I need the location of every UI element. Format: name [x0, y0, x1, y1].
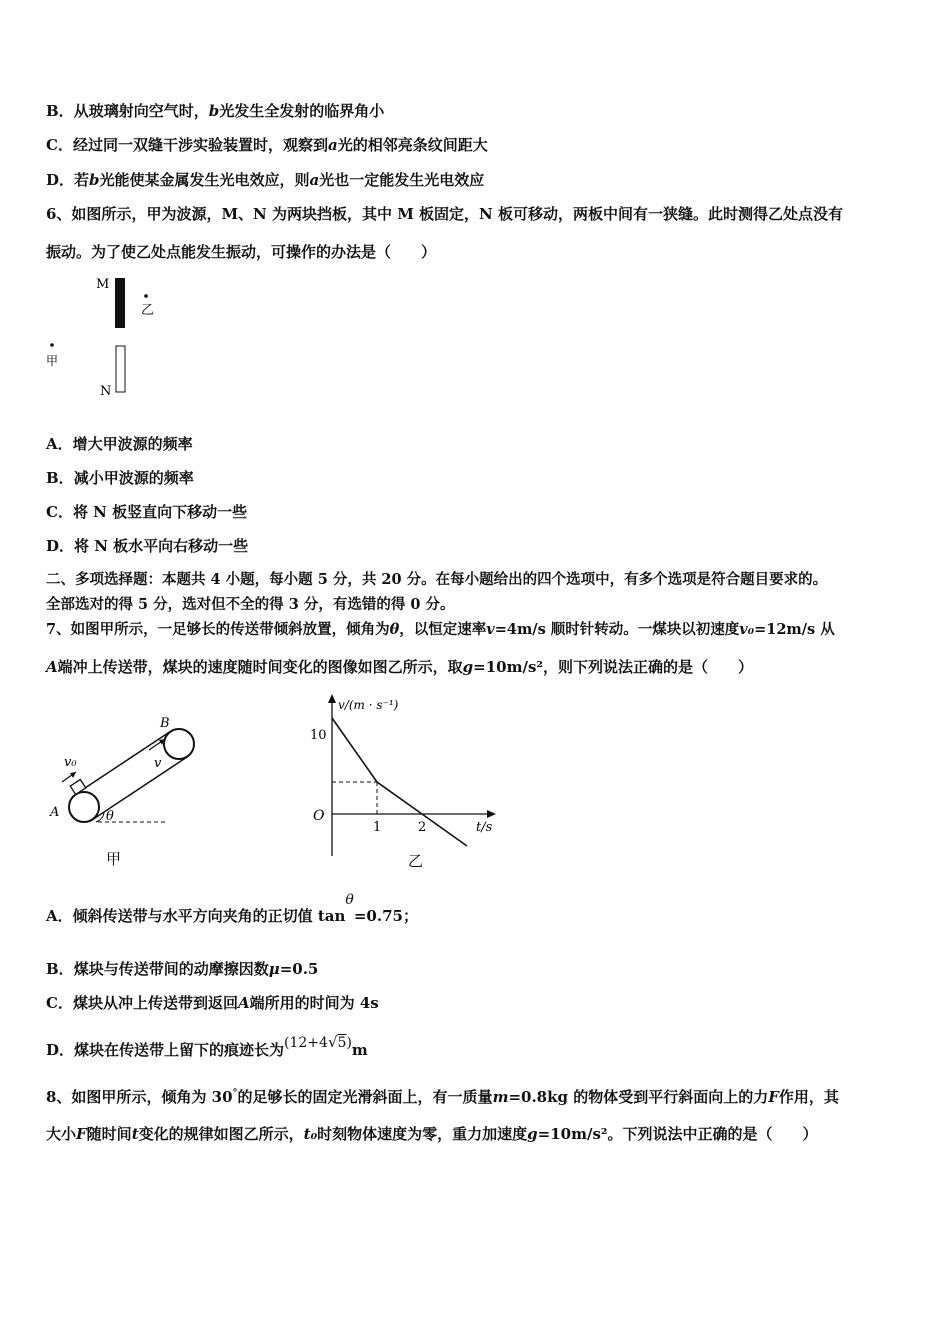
origin-label: O: [313, 808, 325, 824]
q6-stem-line2: 振动。为了使乙处点能发生振动，可操作的办法是（ ）: [46, 243, 437, 261]
x-axis-arrow: [487, 810, 496, 818]
caption-yi: 乙: [408, 852, 424, 870]
label-b: B: [160, 716, 170, 731]
label-yi: 乙: [141, 303, 155, 318]
label-v: v: [154, 756, 162, 771]
option-d-prev: D．若b光能使某金属发生光电效应，则a光也一定能发生光电效应: [46, 171, 485, 189]
label-m: M: [96, 277, 110, 292]
q7-figure-jia: [46, 712, 216, 877]
q7-figure-yi: [306, 690, 506, 875]
option-b-prev: B．从玻璃射向空气时，b光发生全发射的临界角小: [46, 102, 385, 120]
label-a: A: [50, 805, 60, 820]
series-line-v-t: [332, 718, 467, 846]
q7-option-a: A．倾斜传送带与水平方向夹角的正切值 tanθ=0.75；: [46, 892, 418, 925]
label-v0: v₀: [64, 755, 77, 770]
point-yi-dot: [144, 294, 148, 298]
q6-stem-line1: 6、如图所示，甲为波源，M、N 为两块挡板，其中 M 板固定，N 板可移动，两板中间有一狭缝。此时测得乙处点没有: [46, 205, 843, 223]
plate-m: [115, 278, 125, 328]
q8-stem-line1: 8、如图甲所示，倾角为 30°的足够长的固定光滑斜面上，有一质量m=0.8kg 的物体受到平行斜面向上的力F作用，其: [46, 1088, 839, 1106]
q6-option-a: A．增大甲波源的频率: [46, 435, 193, 453]
plate-n: [116, 346, 125, 392]
q6-option-b: B．减小甲波源的频率: [46, 469, 194, 487]
q6-figure: [40, 272, 170, 402]
section2-line1: 二、多项选择题：本题共 4 小题，每小题 5 分，共 20 分。在每小题给出的四个选项中，有多个选项是符合题目要求的。: [46, 571, 828, 588]
q6-option-d: D．将 N 板水平向右移动一些: [46, 537, 249, 555]
trace-length-expression: (12+4√5): [284, 1033, 352, 1051]
q7-stem-line2: A端冲上传送带，煤块的速度随时间变化的图像如图乙所示，取g=10m/s²，则下列说法正确的是（ ）: [46, 658, 753, 676]
x-tick-2: 2: [418, 820, 427, 835]
caption-jia: 甲: [106, 850, 122, 868]
y-axis-arrow: [328, 694, 336, 703]
section2-line2: 全部选对的得 5 分，选对但不全的得 3 分，有选错的得 0 分。: [46, 596, 455, 613]
q6-option-c: C．将 N 板竖直向下移动一些: [46, 503, 248, 521]
option-c-prev: C．经过同一双缝干涉实验装置时，观察到a光的相邻亮条纹间距大: [46, 136, 488, 154]
y-axis-label: v/(m · s⁻¹): [338, 698, 399, 712]
label-theta: θ: [106, 809, 114, 824]
label-jia: 甲: [46, 354, 59, 368]
label-n: N: [100, 384, 112, 399]
x-axis-label: t/s: [476, 820, 493, 835]
x-tick-1: 1: [373, 820, 382, 835]
y-tick-10: 10: [310, 728, 327, 743]
q8-stem-line2: 大小F随时间t变化的规律如图乙所示，t₀时刻物体速度为零，重力加速度g=10m/s²。下列说法中正确的是（ ）: [46, 1125, 818, 1143]
q7-option-c: C．煤块从冲上传送带到返回A端所用的时间为 4s: [46, 994, 379, 1012]
point-jia-dot: [50, 343, 54, 347]
q7-option-b: B．煤块与传送带间的动摩擦因数μ=0.5: [46, 960, 319, 978]
q7-option-d: D．煤块在传送带上留下的痕迹长为(12+4√5)m: [46, 1033, 368, 1059]
q7-stem-line1: 7、如图甲所示，一足够长的传送带倾斜放置，倾角为θ，以恒定速率v=4m/s 顺时针转动。一煤块以初速度v₀=12m/s 从: [46, 621, 835, 638]
